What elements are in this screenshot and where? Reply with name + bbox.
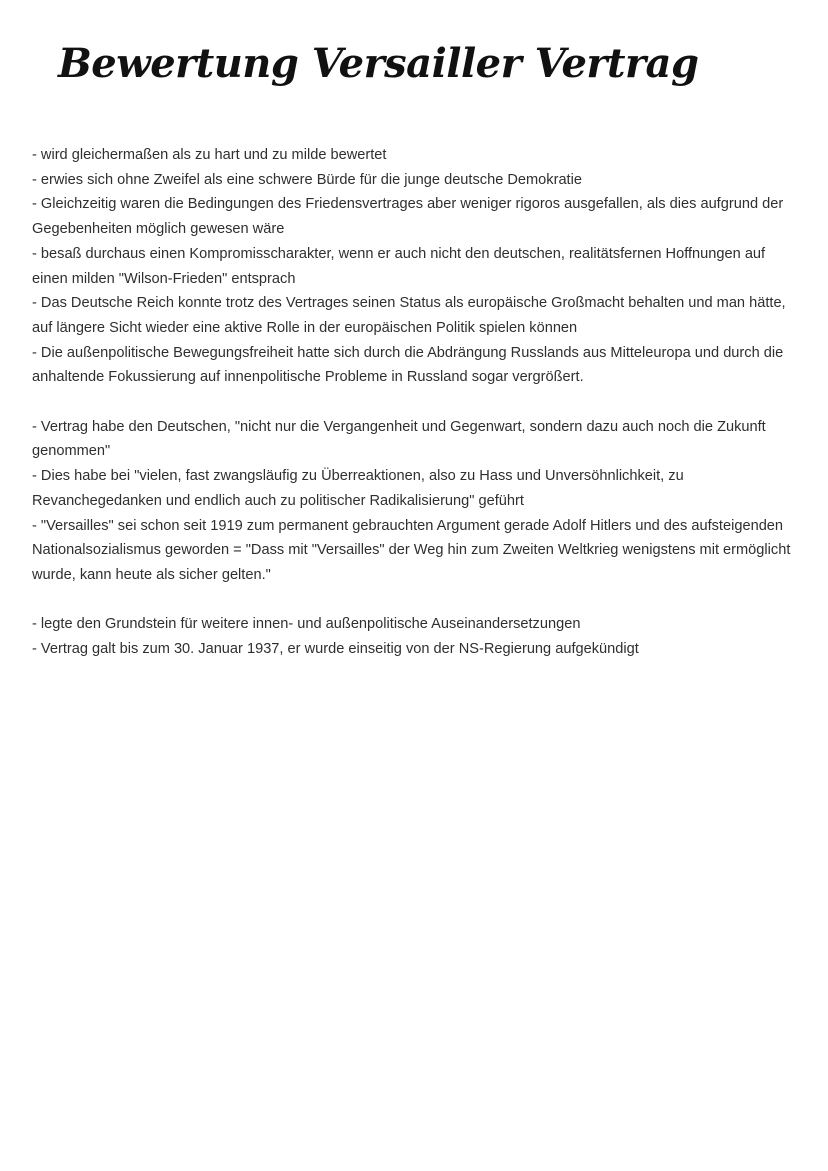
bullet-line: - Die außenpolitische Bewegungsfreiheit hatte sich durch die Abdrängung Russlands aus Mitteleuropa und durch die anhaltende Fokussierung auf innenpolitische Probleme in Russland sogar vergrößert. — [32, 344, 784, 386]
paragraph-block-consequences — [32, 415, 802, 588]
paragraph-block-assessment — [32, 143, 802, 390]
bullet-line: - Dies habe bei "vielen, fast zwangsläufig zu Überreaktionen, also zu Hass und Unversöhnlichkeit, zu Revanchegedanken und endlich auch zu politischer Radikalisierung" geführt — [32, 468, 684, 509]
document-body — [32, 143, 802, 662]
bullet-line: - Vertrag galt bis zum 30. Januar 1937, er wurde einseitig von der NS-Regierung aufgekündigt — [32, 641, 639, 658]
page-title: Bewertung Versailler Vertrag — [58, 40, 699, 87]
bullet-line: - Das Deutsche Reich konnte trotz des Vertrages seinen Status als europäische Großmacht behalten und man hätte, auf längere Sicht wieder eine aktive Rolle in der europäischen Politik spielen können — [32, 295, 786, 336]
bullet-line: - wird gleichermaßen als zu hart und zu milde bewertet — [32, 147, 387, 163]
bullet-line: - Gleichzeitig waren die Bedingungen des Friedensvertrages aber weniger rigoros ausgefallen, als dies aufgrund der Gegebenheiten möglich gewesen wäre — [32, 196, 784, 238]
bullet-line: - legte den Grundstein für weitere innen- und außenpolitische Auseinandersetzungen — [32, 616, 581, 633]
bullet-line: - erwies sich ohne Zweifel als eine schwere Bürde für die junge deutsche Demokratie — [32, 171, 582, 188]
bullet-line: - Vertrag habe den Deutschen, "nicht nur die Vergangenheit und Gegenwart, sondern dazu auch noch die Zukunft genommen" — [32, 418, 766, 460]
bullet-line: - besaß durchaus einen Kompromisscharakter, wenn er auch nicht den deutschen, realitätsfernen Hoffnungen auf einen milden "Wilson-Frieden" entsprach — [32, 245, 766, 287]
bullet-line: - "Versailles" sei schon seit 1919 zum permanent gebrauchten Argument gerade Adolf Hitlers und des aufsteigenden Nationalsozialismus geworden = "Dass mit "Versailles" der Weg hin zum Zweiten Weltkrieg wenigstens mit ermöglicht wurde, kann heute als sicher gelten." — [32, 517, 791, 583]
paragraph-block-conclusion — [32, 612, 802, 661]
